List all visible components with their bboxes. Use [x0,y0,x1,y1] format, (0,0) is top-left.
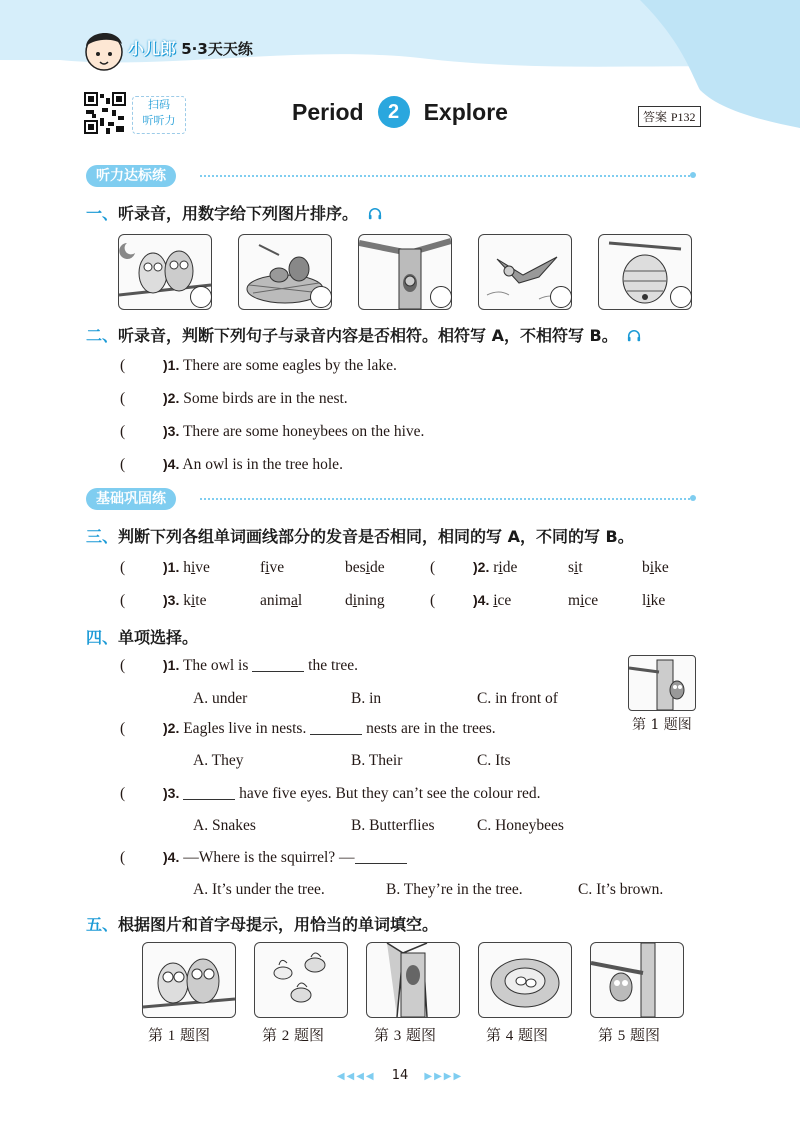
answer-paren[interactable]: ( [430,592,436,609]
answer-circle[interactable] [310,286,332,308]
part5-picture-owls [142,942,236,1018]
option-c[interactable]: C. in front of [477,690,558,707]
answer-paren[interactable]: ( [120,559,126,576]
part5-caption: 第 1 题图 [148,1026,211,1044]
brand-series: 5·3天天练 [181,40,253,58]
part3-group: )4. ice [473,592,512,609]
word: dining [345,592,385,609]
part3-group: )2. ride [473,559,518,576]
headphones-icon[interactable] [627,329,641,343]
answer-circle[interactable] [670,286,692,308]
answer-blank[interactable] [310,720,362,735]
page-number: 14 [391,1068,409,1083]
part5-caption: 第 3 题图 [374,1026,437,1044]
word: five [260,559,285,576]
brand-title [128,36,253,59]
part3-heading: 三、判断下列各组单词画线部分的发音是否相同，相同的写 A，不同的写 B。 [86,527,634,546]
answer-paren[interactable]: ( [430,559,436,576]
word: beside [345,559,385,576]
section-divider [200,498,690,500]
answer-paren[interactable]: ( [120,456,126,473]
option-b[interactable]: B. Butterflies [351,817,435,834]
part4-q3: )3. have five eyes. But they can’t see the colour red. [163,785,541,802]
part5-picture-tree-hole [366,942,460,1018]
page-footer [0,1068,800,1083]
part2-item: )1. There are some eagles by the lake. [163,357,397,374]
divider-dot [690,172,696,178]
answer-paren[interactable]: ( [120,390,126,407]
part4-q2: )2. Eagles live in nests. nests are in the trees. [163,720,496,737]
option-a[interactable]: A. Snakes [193,817,256,834]
part4-q4: )4. —Where is the squirrel? — [163,849,407,867]
answer-reference: 答案 P132 [638,106,701,127]
headphones-icon[interactable] [368,207,382,221]
word: animal [260,592,303,609]
part5-caption: 第 2 题图 [262,1026,325,1044]
option-c[interactable]: C. Honeybees [477,817,564,834]
option-a[interactable]: A. They [193,752,244,769]
option-a[interactable]: A. It’s under the tree. [193,881,325,898]
word: ice [493,592,512,609]
option-c[interactable]: C. It’s brown. [578,881,664,898]
q1-picture-owl-in-tree [628,655,696,711]
answer-blank[interactable] [355,849,407,864]
part3-group: )3. kite [163,592,207,609]
word: mice [568,592,599,609]
arrow-right-icon: ▶▶▶▶ [424,1071,464,1082]
mascot-icon [86,33,122,70]
part2-heading: 二、听录音，判断下列句子与录音内容是否相符。相符写 A，不相符写 B。 [86,323,641,346]
word: sit [568,559,583,576]
option-c[interactable]: C. Its [477,752,511,769]
section-divider [200,175,690,177]
part5-caption: 第 4 题图 [486,1026,549,1044]
period-number-badge: 2 [378,96,410,128]
page-title: Period 2 Explore [0,96,800,128]
answer-paren[interactable]: ( [120,849,126,866]
option-b[interactable]: B. in [351,690,382,707]
answer-circle[interactable] [550,286,572,308]
part2-item: )4. An owl is in the tree hole. [163,456,343,473]
part1-heading: 一、听录音，用数字给下列图片排序。 [86,201,382,224]
brand-name: 小儿郎 [128,39,177,58]
part5-caption: 第 5 题图 [598,1026,661,1044]
answer-blank[interactable] [252,657,304,672]
answer-paren[interactable]: ( [120,720,126,737]
part5-picture-owls-in-tree [590,942,684,1018]
divider-dot [690,495,696,501]
answer-blank[interactable] [183,785,235,800]
option-a[interactable]: A. under [193,690,248,707]
section-pill-basic: 基础巩固练 [86,488,176,510]
word: kite [183,592,207,609]
answer-paren[interactable]: ( [120,357,126,374]
word: like [642,592,666,609]
answer-paren[interactable]: ( [120,592,126,609]
section-pill-listening: 听力达标练 [86,165,176,187]
word: hive [183,559,210,576]
part5-picture-bees [254,942,348,1018]
part2-item: )3. There are some honeybees on the hive. [163,423,425,440]
answer-circle[interactable] [430,286,452,308]
answer-paren[interactable]: ( [120,657,126,674]
arrow-left-icon: ◀◀◀◀ [336,1071,376,1082]
option-b[interactable]: B. Their [351,752,403,769]
option-b[interactable]: B. They’re in the tree. [386,881,523,898]
answer-paren[interactable]: ( [120,785,126,802]
part5-heading: 五、根据图片和首字母提示，用恰当的单词填空。 [86,915,439,934]
answer-paren[interactable]: ( [120,423,126,440]
part3-group: )1. hive [163,559,210,576]
part4-heading: 四、单项选择。 [86,628,199,647]
answer-circle[interactable] [190,286,212,308]
word: bike [642,559,669,576]
part2-item: )2. Some birds are in the nest. [163,390,348,407]
part4-q1: )1. The owl is the tree. [163,657,359,674]
q1-caption: 第 1 题图 [632,717,692,733]
part5-picture-nest [478,942,572,1018]
word: ride [493,559,518,576]
scan-to-listen-label[interactable]: 扫码 听听力 [132,96,186,134]
